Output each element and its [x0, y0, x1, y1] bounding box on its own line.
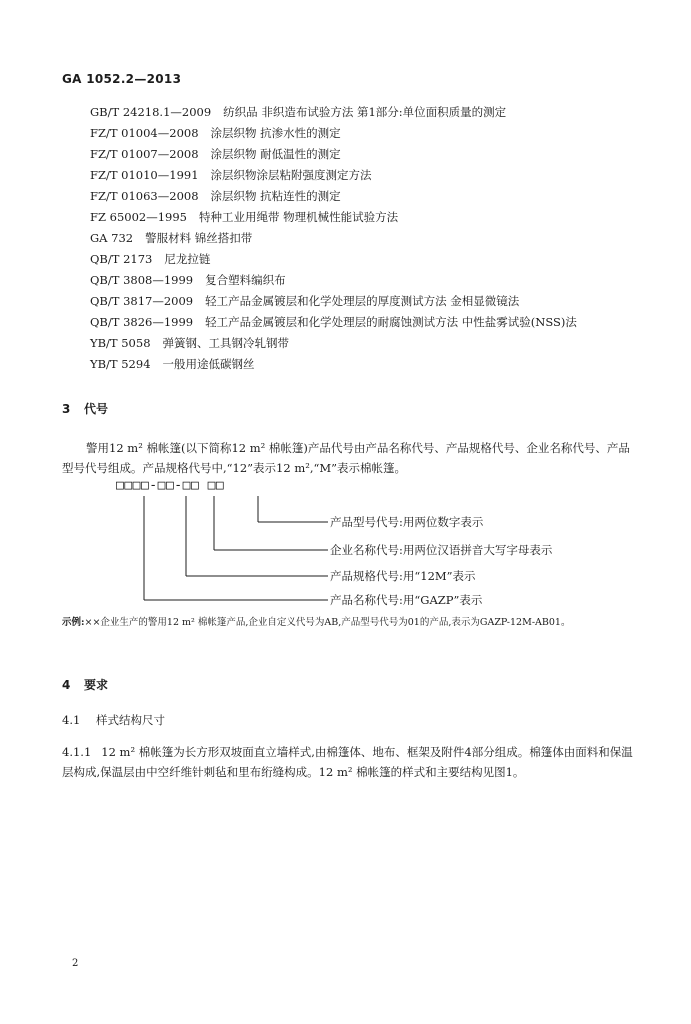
section-4-heading	[62, 676, 108, 693]
reference-code: FZ/T 01004—2008	[90, 126, 199, 140]
reference-code: GB/T 24218.1—2009	[90, 105, 212, 119]
reference-item	[90, 251, 210, 267]
reference-title: 弹簧钢、工具钢冷轧钢带	[162, 336, 290, 350]
example-lead: 示例:	[62, 617, 85, 628]
code-boxes: □□□□-□□-□□ □□	[116, 478, 225, 493]
reference-item	[90, 272, 286, 288]
subsection-title: 样式结构尺寸	[96, 713, 165, 727]
example-note	[62, 614, 640, 632]
page-number: 2	[72, 958, 79, 969]
reference-code: YB/T 5294	[90, 357, 151, 371]
reference-code: GA 732	[90, 231, 134, 245]
clause-text: 12 m² 棉帐篷为长方形双坡面直立墙样式,由棉篷体、地布、框架及附件4部分组成。棉篷体由面料和保温层构成,保温层由中空纤维针刺毡和里布绗缝构成。12 m² 棉帐篷的样式和主要结构见图1。	[62, 745, 633, 779]
reference-code: QB/T 3808—1999	[90, 273, 194, 287]
reference-code: YB/T 5058	[90, 336, 151, 350]
clause-number: 4.1.1	[62, 745, 92, 759]
section-number: 4	[62, 678, 71, 692]
reference-title: 尼龙拉链	[164, 252, 211, 266]
reference-title: 涂层织物 抗渗水性的测定	[210, 126, 341, 140]
label-name-code: 产品名称代号:用“GAZP”表示	[330, 593, 483, 607]
reference-item	[90, 230, 252, 246]
reference-item	[90, 335, 289, 351]
section-number: 3	[62, 402, 71, 416]
reference-code: FZ/T 01010—1991	[90, 168, 199, 182]
reference-title: 一般用途低碳钢丝	[162, 357, 255, 371]
reference-code: QB/T 2173	[90, 252, 153, 266]
reference-code: FZ/T 01063—2008	[90, 189, 199, 203]
section-title: 代号	[84, 402, 109, 416]
reference-title: 轻工产品金属镀层和化学处理层的厚度测试方法 金相显微镜法	[205, 294, 520, 308]
section-title: 要求	[84, 678, 109, 692]
reference-item	[90, 293, 519, 309]
product-code-diagram	[110, 478, 610, 608]
reference-code: FZ/T 01007—2008	[90, 147, 199, 161]
section-3-paragraph: 警用12 m² 棉帐篷(以下简称12 m² 棉帐篷)产品代号由产品名称代号、产品规格代号、企业名称代号、产品型号代号组成。产品规格代号中,“12”表示12 m²,“M”表示棉帐篷。	[62, 441, 630, 475]
reference-title: 涂层织物 抗粘连性的测定	[210, 189, 341, 203]
reference-item	[90, 125, 341, 141]
reference-item	[90, 314, 577, 330]
clause-4-1-1	[62, 742, 638, 782]
reference-title: 涂层织物涂层粘附强度测定方法	[210, 168, 372, 182]
example-text: ××企业生产的警用12 m² 棉帐篷产品,企业自定义代号为AB,产品型号代号为01的产品,表示为GAZP-12M-AB01。	[84, 617, 571, 628]
reference-title: 轻工产品金属镀层和化学处理层的耐腐蚀测试方法 中性盐雾试验(NSS)法	[205, 315, 577, 329]
reference-title: 警服材料 锦丝搭扣带	[145, 231, 253, 245]
reference-item	[90, 356, 255, 372]
reference-item	[90, 146, 341, 162]
label-model-code: 产品型号代号:用两位数字表示	[330, 515, 484, 529]
reference-item	[90, 188, 341, 204]
subsection-4-1-heading	[62, 712, 165, 728]
reference-item	[90, 209, 398, 225]
reference-title: 涂层织物 耐低温性的测定	[210, 147, 341, 161]
reference-code: QB/T 3826—1999	[90, 315, 194, 329]
reference-title: 复合塑料编织布	[205, 273, 286, 287]
reference-code: QB/T 3817—2009	[90, 294, 194, 308]
reference-item	[90, 104, 506, 120]
standard-header: GA 1052.2—2013	[62, 72, 182, 86]
section-3-heading	[62, 400, 108, 417]
label-spec-code: 产品规格代号:用“12M”表示	[330, 569, 476, 583]
reference-item	[90, 167, 372, 183]
reference-code: FZ 65002—1995	[90, 210, 187, 224]
label-enterprise-code: 企业名称代号:用两位汉语拼音大写字母表示	[330, 543, 553, 557]
subsection-number: 4.1	[62, 713, 81, 727]
reference-title: 纺织品 非织造布试验方法 第1部分:单位面积质量的测定	[223, 105, 507, 119]
reference-title: 特种工业用绳带 物理机械性能试验方法	[198, 210, 399, 224]
